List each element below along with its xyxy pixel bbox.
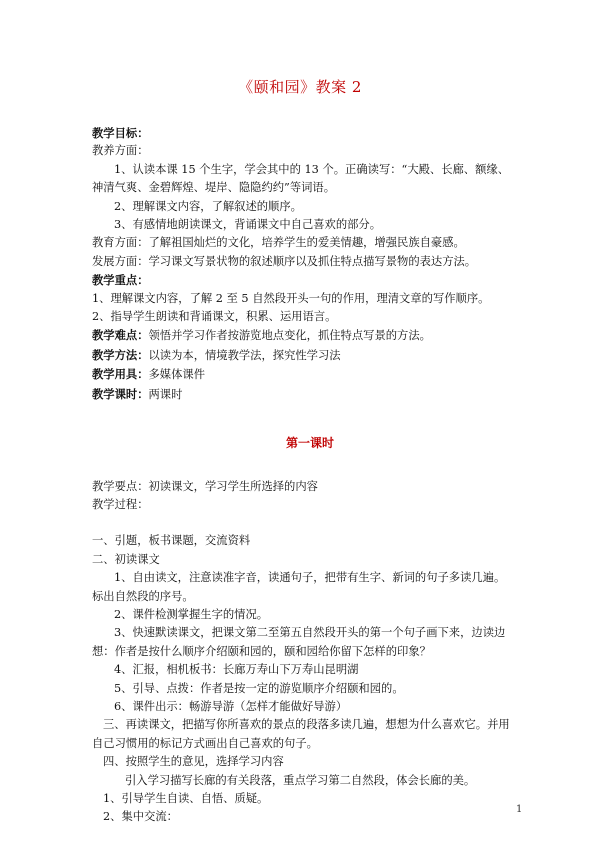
lesson-1-process-label: 教学过程： — [92, 497, 149, 511]
difficulty-line — [92, 326, 528, 345]
goals-item-3: 3、有感情地朗读课文，背诵课文中自己喜欢的部分。 — [114, 218, 382, 232]
step-2-item-1b: 标出自然段的序号。 — [92, 589, 194, 603]
method-label: 教学方法： — [92, 347, 149, 362]
document-title: 《颐和园》教案 2 — [238, 78, 362, 96]
step-4: 四、按照学生的意见，选择学习内容 — [103, 755, 284, 769]
hours-line — [92, 385, 528, 404]
step-2-item-5: 5、引导、点拨：作者是按一定的游览顺序介绍颐和园的。 — [114, 681, 404, 695]
goals-item-2: 2、理解课文内容，了解叙述的顺序。 — [114, 199, 302, 213]
goals-development: 发展方面：学习课文写景状物的叙述顺序以及抓住特点描写景物的表达方法。 — [92, 254, 477, 268]
step-2: 二、初读课文 — [92, 552, 160, 566]
step-2-item-3a: 3、快速默读课文，把课文第二至第五自然段开头的第一个句子画下来，边读边 — [114, 626, 506, 640]
step-4-item-1: 1、引导学生自读、自悟、质疑。 — [103, 792, 269, 805]
method-line — [92, 346, 528, 365]
key-point-2: 2、指导学生朗读和背诵课文，积累、运用语言。 — [92, 310, 337, 324]
key-point-1: 1、理解课文内容，了解 2 至 5 自然段开头一句的作用，理清文章的写作顺序。 — [92, 291, 490, 305]
hours-label: 教学课时： — [92, 386, 149, 401]
goals-item-1a: 1、认读本课 15 个生字，学会其中的 13 个。正确读写：“大殿、长廊、额缘、 — [114, 162, 509, 176]
step-2-item-6: 6、课件出示：畅游导游（怎样才能做好导游） — [114, 699, 348, 713]
tools-line — [92, 365, 528, 384]
tools-text: 多媒体课件 — [148, 368, 205, 382]
hours-text: 两课时 — [148, 387, 183, 401]
goals-education: 教育方面：了解祖国灿烂的文化，培养学生的爱美情趣，增强民族自豪感。 — [92, 236, 465, 250]
key-points-label: 教学重点： — [92, 273, 149, 288]
lesson-1-essentials: 教学要点：初读课文，学习学生所选择的内容 — [92, 479, 318, 493]
step-3b: 自己习惯用的标记方式画出自己喜欢的句子。 — [92, 736, 318, 750]
tools-label: 教学用具： — [92, 367, 149, 382]
goals-label: 教学目标： — [92, 126, 149, 140]
goals-sub-cultivation: 教养方面： — [92, 144, 149, 158]
step-2-item-2: 2、课件检测掌握生字的情况。 — [114, 607, 269, 621]
document-body — [92, 124, 528, 827]
step-4-intro: 引入学习描写长廊的有关段落，重点学习第二自然段，体会长廊的美。 — [125, 773, 476, 787]
step-1: 一、引题，板书课题，交流资料 — [92, 534, 251, 548]
difficulty-text: 领悟并学习作者按游览地点变化，抓住特点写景的方法。 — [148, 329, 431, 343]
step-2-item-1a: 1、自由读文，注意读准字音，读通句子，把带有生字、新词的句子多读几遍。 — [114, 571, 506, 585]
lesson-1-heading: 第一课时 — [285, 436, 334, 451]
step-3a: 三、再读课文，把描写你所喜欢的景点的段落多读几遍，想想为什么喜欢它。并用 — [103, 718, 510, 732]
page-number: 1 — [516, 804, 523, 815]
spacer — [92, 514, 528, 532]
difficulty-label: 教学难点： — [92, 328, 149, 343]
method-text: 以读为本，情境教学法，探究性学习法 — [148, 348, 341, 362]
goals-item-1b: 神清气爽、金碧辉煌、堤岸、隐隐约约”等词语。 — [92, 181, 336, 195]
step-2-item-3b: 想：作者是按什么顺序介绍颐和园的，颐和园给你留下怎样的印象？ — [92, 644, 431, 658]
step-2-item-4: 4、汇报，相机板书：长廊万寿山下万寿山昆明湖 — [114, 663, 359, 677]
step-4-item-2: 2、集中交流： — [103, 810, 178, 824]
